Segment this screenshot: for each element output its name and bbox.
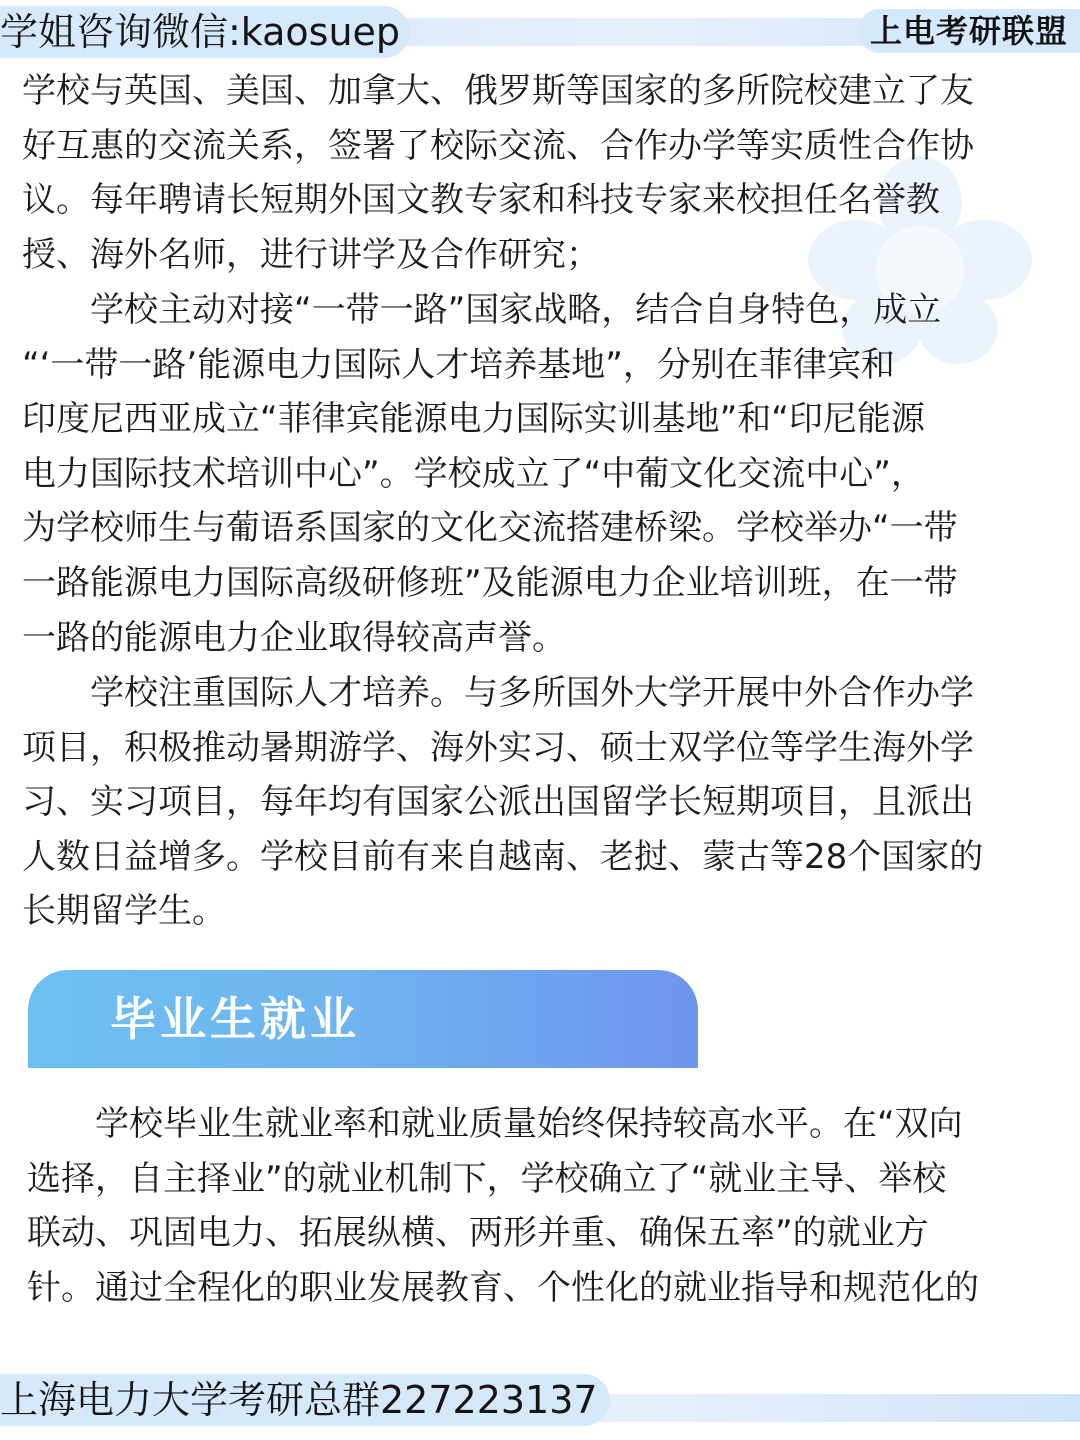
text-line: 一路能源电力国际高级研修班”及能源电力企业培训班，在一带 [22,562,958,603]
text-line: 人数日益增多。学校目前有来自越南、老挝、蒙古等28个国家的 [22,836,984,877]
bottom-banner [0,1372,1080,1428]
text-line: 学校注重国际人才培养。与多所国外大学开展中外合作办学 [22,673,974,713]
paragraph-international-cooperation [22,64,974,282]
paragraph-graduate-employment [27,1097,979,1315]
text-line: 长期留学生。 [22,891,226,932]
text-line: 学校主动对接“一带一路”国家战略，结合自身特色，成立 [22,290,942,330]
text-line: 电力国际技术培训中心”。学校成立了“中葡文化交流中心”， [22,453,925,494]
contact-wechat-label: 学姐咨询微信:kaosuep [0,6,410,58]
text-line: 学校毕业生就业率和就业质量始终保持较高水平。在“双向 [27,1104,963,1144]
text-line: 为学校师生与葡语系国家的文化交流搭建桥梁。学校举办“一带 [22,508,958,549]
text-line: 项目，积极推动暑期游学、海外实习、硕士双学位等学生海外学 [22,727,974,768]
text-line: 选择，自主择业”的就业机制下，学校确立了“就业主导、举校 [27,1158,947,1199]
text-line: 印度尼西亚成立“菲律宾能源电力国际实训基地”和“印尼能源 [22,399,925,440]
top-banner [0,0,1080,62]
group-number-label: 上海电力大学考研总群227223137 [0,1374,610,1426]
section-title: 毕业生就业 [110,992,360,1046]
text-line: 习、实习项目，每年均有国家公派出国留学长短期项目，且派出 [22,782,974,823]
section-header-employment [28,970,698,1068]
text-line: 针。通过全程化的职业发展教育、个性化的就业指导和规范化的 [27,1267,979,1308]
brand-tag: 上电考研联盟 [858,9,1080,53]
text-line: 好互惠的交流关系，签署了校际交流、合作办学等实质性合作协 [22,125,974,166]
text-line: 学校与英国、美国、加拿大、俄罗斯等国家的多所院校建立了友 [22,71,974,111]
text-line: 议。每年聘请长短期外国文教专家和科技专家来校担任名誉教 [22,180,940,221]
paragraph-international-talent [22,666,983,939]
text-line: 一路的能源电力企业取得较高声誉。 [22,617,566,658]
paragraph-belt-and-road [22,283,958,665]
text-line: 联动、巩固电力、拓展纵横、两形并重、确保五率”的就业方 [27,1213,929,1254]
text-line: 授、海外名师，进行讲学及合作研究； [22,234,600,275]
text-line: “‘一带一路’能源电力国际人才培养基地”，分别在菲律宾和 [22,344,895,385]
